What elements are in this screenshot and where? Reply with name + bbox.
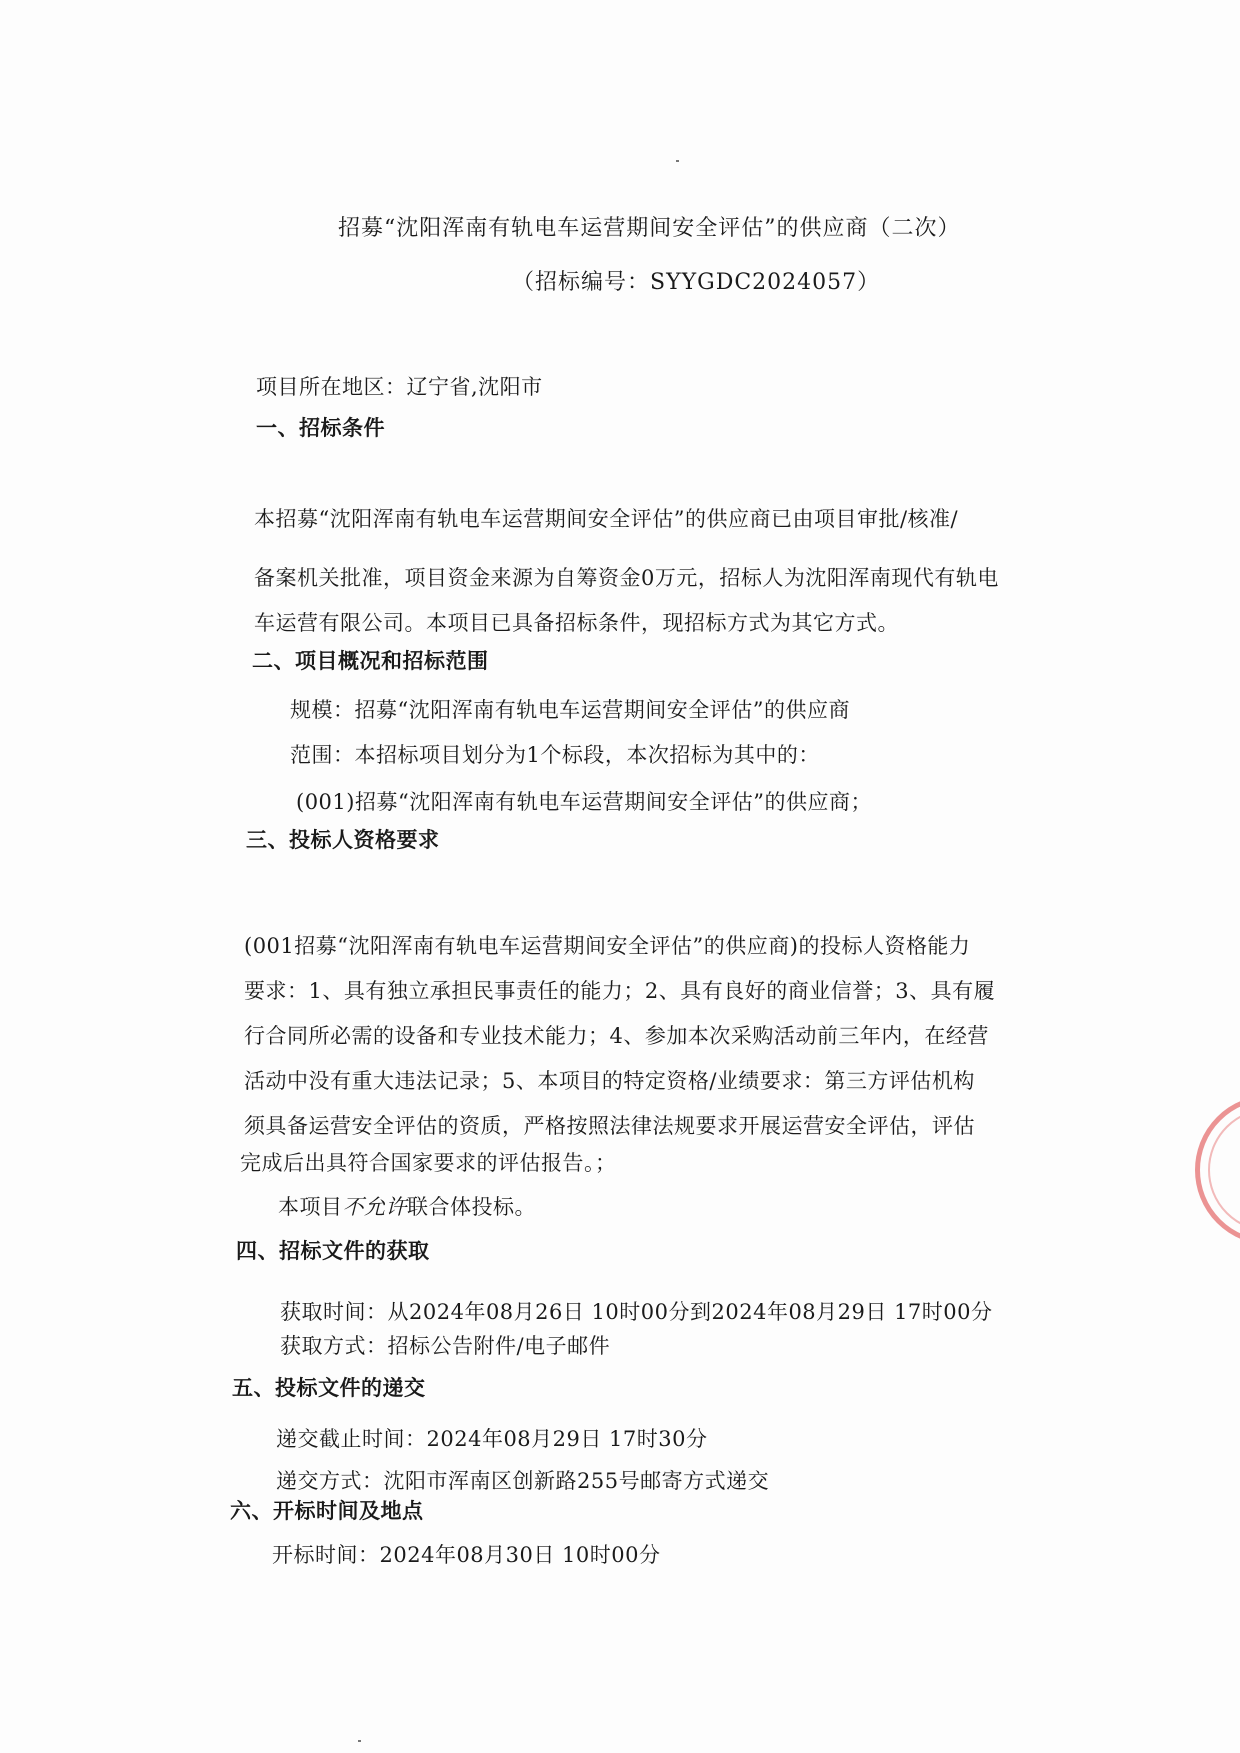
qualifications-line-2: 要求：1、具有独立承担民事责任的能力；2、具有良好的商业信誉；3、具有履 [244,979,996,1003]
joint-bidding-suffix: 联合体投标。 [407,1195,536,1219]
official-seal-inner-ring [1208,1108,1240,1232]
qualifications-line-1: (001招募“沈阳浑南有轨电车运营期间安全评估”的供应商)的投标人资格能力 [244,934,971,958]
project-range: 范围：本招标项目划分为1个标段，本次招标为其中的： [290,743,820,767]
project-region: 项目所在地区：辽宁省,沈阳市 [256,375,543,399]
section-heading-bid-opening: 六、开标时间及地点 [230,1499,424,1523]
qualifications-line-5: 须具备运营安全评估的资质，严格按照法律法规要求开展运营安全评估，评估 [244,1114,975,1138]
joint-bidding-not-allowed: 不允许 [342,1195,407,1219]
submission-deadline: 递交截止时间：2024年08月29日 17时30分 [276,1427,708,1451]
qualifications-line-4: 活动中没有重大违法记录；5、本项目的特定资格/业绩要求：第三方评估机构 [244,1069,975,1093]
qualifications-line-6: 完成后出具符合国家要求的评估报告。； [240,1151,617,1175]
section-heading-tender-document-acquisition: 四、招标文件的获取 [236,1239,430,1263]
document-title: 招募“沈阳浑南有轨电车运营期间安全评估”的供应商（二次） [338,216,961,241]
bidding-conditions-line-2: 备案机关批准，项目资金来源为自筹资金0万元，招标人为沈阳浑南现代有轨电 [254,566,999,590]
section-heading-bidder-qualifications: 三、投标人资格要求 [246,828,440,852]
bidding-conditions-line-1: 本招募“沈阳浑南有轨电车运营期间安全评估”的供应商已由项目审批/核准/ [254,507,959,531]
project-scale: 规模：招募“沈阳浑南有轨电车运营期间安全评估”的供应商 [290,698,850,722]
scan-speck [676,160,679,162]
qualifications-line-3: 行合同所必需的设备和专业技术能力；4、参加本次采购活动前三年内，在经营 [244,1024,989,1048]
tender-number: （招标编号：SYYGDC2024057） [512,270,881,295]
section-heading-bid-submission: 五、投标文件的递交 [232,1376,426,1400]
joint-bidding-prefix: 本项目 [278,1195,343,1219]
section-heading-bidding-conditions: 一、招标条件 [256,416,385,440]
acquisition-method: 获取方式：招标公告附件/电子邮件 [280,1334,611,1358]
section-heading-project-overview: 二、项目概况和招标范围 [252,649,489,673]
scan-speck [358,1740,361,1742]
joint-bidding-note [278,1192,536,1222]
bidding-conditions-line-3: 车运营有限公司。本项目已具备招标条件，现招标方式为其它方式。 [254,611,899,635]
bid-opening-time: 开标时间：2024年08月30日 10时00分 [272,1543,661,1567]
submission-method: 递交方式：沈阳市浑南区创新路255号邮寄方式递交 [276,1469,770,1493]
project-lot: (001)招募“沈阳浑南有轨电车运营期间安全评估”的供应商； [296,790,872,814]
official-seal [1195,1095,1240,1245]
acquisition-time: 获取时间：从2024年08月26日 10时00分到2024年08月29日 17时00分 [280,1300,993,1324]
